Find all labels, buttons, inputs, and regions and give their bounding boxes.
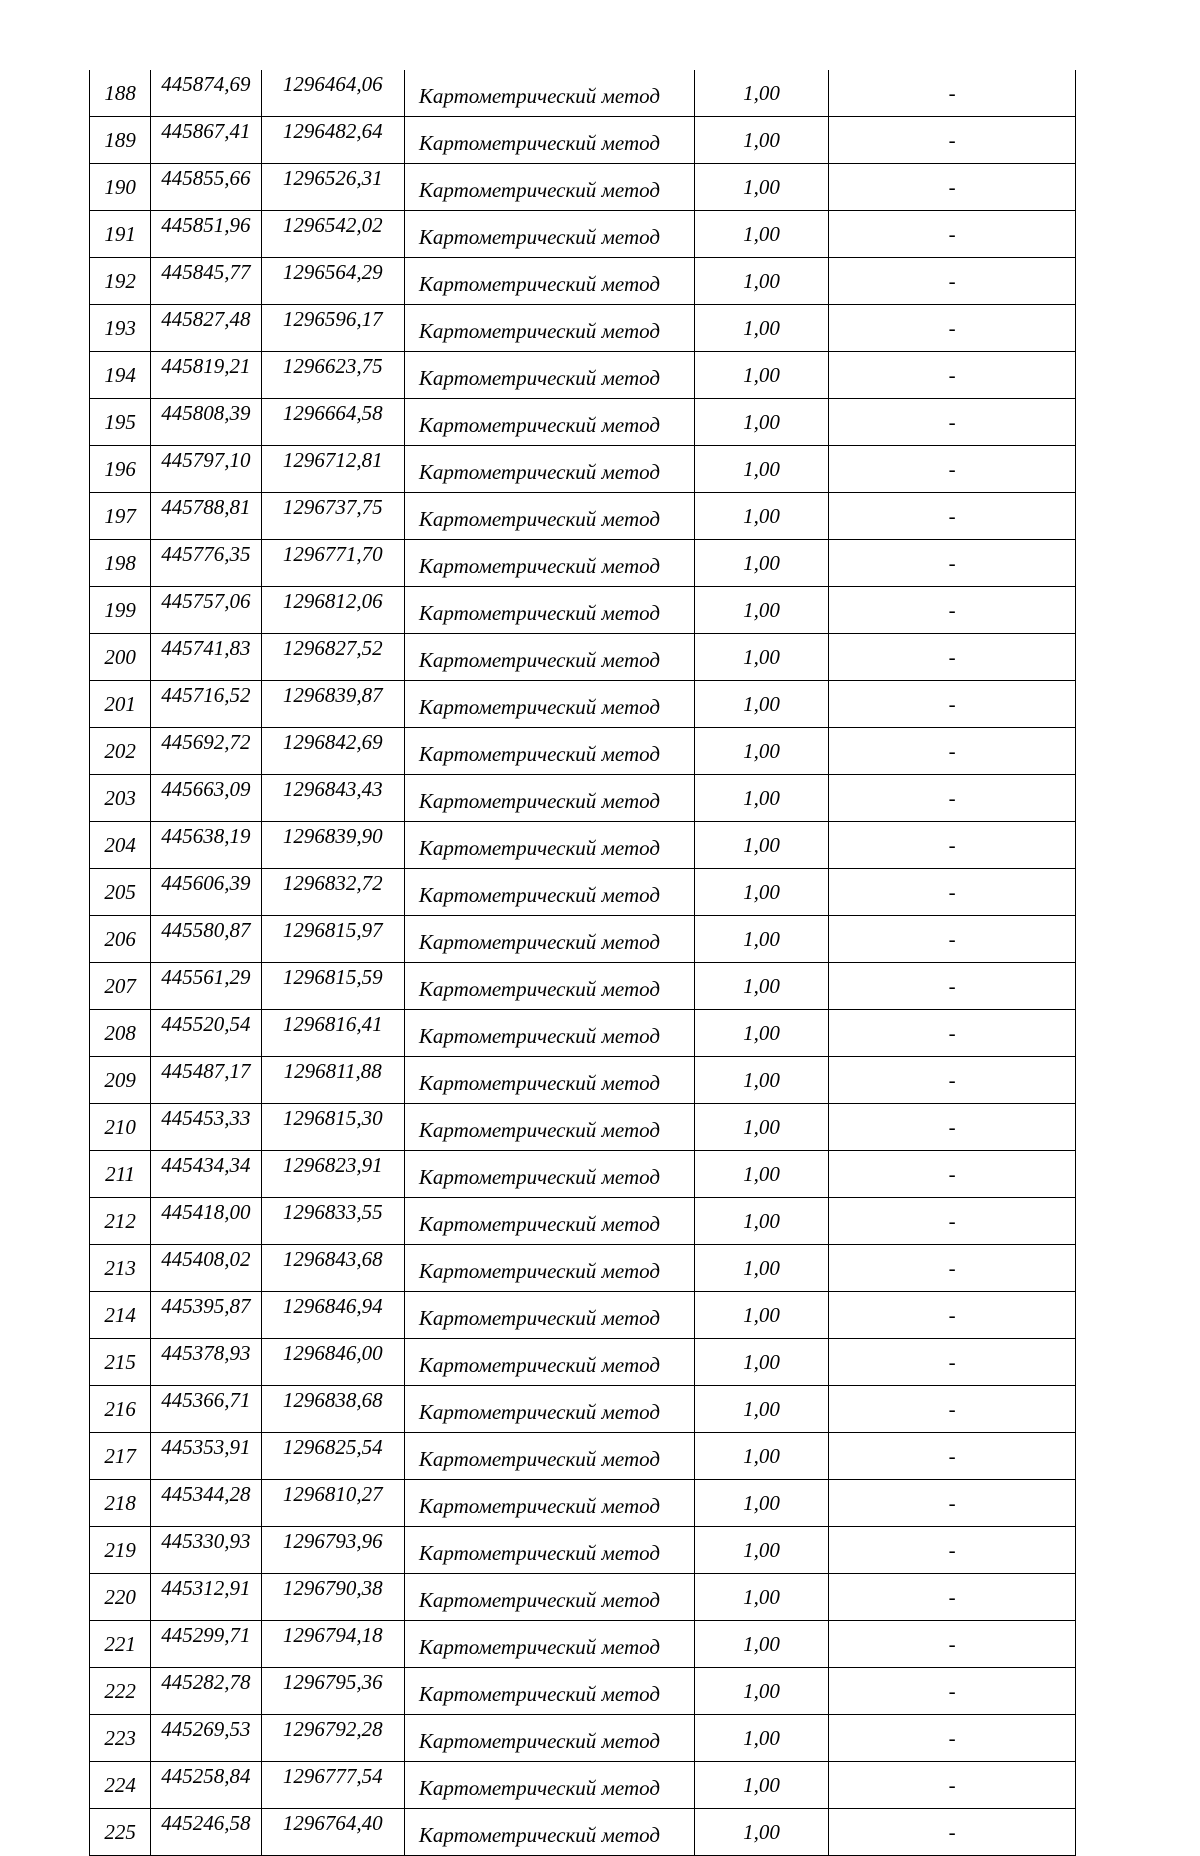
note-cell: - [829, 916, 1076, 963]
table-row [90, 634, 1076, 681]
coordinate-y-cell: 1296542,02 [261, 211, 404, 258]
coordinate-x-cell: 445638,19 [151, 822, 261, 869]
coordinate-y-cell: 1296842,69 [261, 728, 404, 775]
table-row [90, 775, 1076, 822]
coordinate-y-cell: 1296846,94 [261, 1292, 404, 1339]
table-row [90, 1574, 1076, 1621]
accuracy-cell: 1,00 [694, 1010, 828, 1057]
table-row [90, 164, 1076, 211]
note-cell: - [829, 70, 1076, 117]
table-row [90, 1433, 1076, 1480]
accuracy-cell: 1,00 [694, 1245, 828, 1292]
method-cell: Картометрический метод [404, 681, 694, 728]
note-cell: - [829, 822, 1076, 869]
point-number-cell: 221 [90, 1621, 151, 1668]
accuracy-cell: 1,00 [694, 352, 828, 399]
coordinate-y-cell: 1296664,58 [261, 399, 404, 446]
coordinate-x-cell: 445788,81 [151, 493, 261, 540]
point-number-cell: 197 [90, 493, 151, 540]
table-row [90, 305, 1076, 352]
table-row [90, 1104, 1076, 1151]
table-row [90, 728, 1076, 775]
coordinate-x-cell: 445312,91 [151, 1574, 261, 1621]
coordinate-x-cell: 445757,06 [151, 587, 261, 634]
accuracy-cell: 1,00 [694, 399, 828, 446]
note-cell: - [829, 1151, 1076, 1198]
point-number-cell: 224 [90, 1762, 151, 1809]
accuracy-cell: 1,00 [694, 1762, 828, 1809]
coordinates-table-body [90, 70, 1076, 1856]
table-row [90, 1010, 1076, 1057]
coordinate-x-cell: 445827,48 [151, 305, 261, 352]
coordinate-x-cell: 445845,77 [151, 258, 261, 305]
point-number-cell: 202 [90, 728, 151, 775]
note-cell: - [829, 1386, 1076, 1433]
point-number-cell: 217 [90, 1433, 151, 1480]
method-cell: Картометрический метод [404, 446, 694, 493]
method-cell: Картометрический метод [404, 775, 694, 822]
accuracy-cell: 1,00 [694, 681, 828, 728]
coordinate-x-cell: 445663,09 [151, 775, 261, 822]
note-cell: - [829, 1480, 1076, 1527]
method-cell: Картометрический метод [404, 1715, 694, 1762]
coordinate-x-cell: 445246,58 [151, 1809, 261, 1856]
table-row [90, 822, 1076, 869]
note-cell: - [829, 1527, 1076, 1574]
note-cell: - [829, 587, 1076, 634]
table-row [90, 1386, 1076, 1433]
coordinate-x-cell: 445606,39 [151, 869, 261, 916]
note-cell: - [829, 211, 1076, 258]
coordinate-y-cell: 1296816,41 [261, 1010, 404, 1057]
coordinate-y-cell: 1296827,52 [261, 634, 404, 681]
table-row [90, 1198, 1076, 1245]
note-cell: - [829, 1057, 1076, 1104]
table-row [90, 869, 1076, 916]
accuracy-cell: 1,00 [694, 1433, 828, 1480]
method-cell: Картометрический метод [404, 822, 694, 869]
coordinate-x-cell: 445418,00 [151, 1198, 261, 1245]
coordinate-x-cell: 445378,93 [151, 1339, 261, 1386]
note-cell: - [829, 775, 1076, 822]
point-number-cell: 193 [90, 305, 151, 352]
accuracy-cell: 1,00 [694, 1104, 828, 1151]
method-cell: Картометрический метод [404, 1057, 694, 1104]
point-number-cell: 196 [90, 446, 151, 493]
method-cell: Картометрический метод [404, 728, 694, 775]
accuracy-cell: 1,00 [694, 305, 828, 352]
coordinate-x-cell: 445819,21 [151, 352, 261, 399]
accuracy-cell: 1,00 [694, 775, 828, 822]
point-number-cell: 214 [90, 1292, 151, 1339]
table-row [90, 1339, 1076, 1386]
method-cell: Картометрический метод [404, 1010, 694, 1057]
table-row [90, 1292, 1076, 1339]
note-cell: - [829, 1574, 1076, 1621]
point-number-cell: 213 [90, 1245, 151, 1292]
point-number-cell: 222 [90, 1668, 151, 1715]
note-cell: - [829, 1621, 1076, 1668]
note-cell: - [829, 1668, 1076, 1715]
accuracy-cell: 1,00 [694, 869, 828, 916]
coordinate-x-cell: 445741,83 [151, 634, 261, 681]
accuracy-cell: 1,00 [694, 70, 828, 117]
coordinate-x-cell: 445716,52 [151, 681, 261, 728]
coordinate-y-cell: 1296839,87 [261, 681, 404, 728]
accuracy-cell: 1,00 [694, 916, 828, 963]
note-cell: - [829, 1339, 1076, 1386]
accuracy-cell: 1,00 [694, 446, 828, 493]
coordinate-x-cell: 445282,78 [151, 1668, 261, 1715]
note-cell: - [829, 540, 1076, 587]
accuracy-cell: 1,00 [694, 963, 828, 1010]
table-row [90, 70, 1076, 117]
coordinate-y-cell: 1296832,72 [261, 869, 404, 916]
coordinate-x-cell: 445867,41 [151, 117, 261, 164]
coordinate-x-cell: 445434,34 [151, 1151, 261, 1198]
table-row [90, 1527, 1076, 1574]
method-cell: Картометрический метод [404, 1480, 694, 1527]
coordinate-x-cell: 445269,53 [151, 1715, 261, 1762]
coordinate-x-cell: 445366,71 [151, 1386, 261, 1433]
point-number-cell: 199 [90, 587, 151, 634]
accuracy-cell: 1,00 [694, 493, 828, 540]
note-cell: - [829, 117, 1076, 164]
point-number-cell: 216 [90, 1386, 151, 1433]
note-cell: - [829, 352, 1076, 399]
method-cell: Картометрический метод [404, 1386, 694, 1433]
coordinate-y-cell: 1296737,75 [261, 493, 404, 540]
accuracy-cell: 1,00 [694, 1386, 828, 1433]
coordinate-x-cell: 445776,35 [151, 540, 261, 587]
note-cell: - [829, 869, 1076, 916]
accuracy-cell: 1,00 [694, 258, 828, 305]
coordinate-x-cell: 445692,72 [151, 728, 261, 775]
method-cell: Картометрический метод [404, 1151, 694, 1198]
method-cell: Картометрический метод [404, 1574, 694, 1621]
coordinate-y-cell: 1296771,70 [261, 540, 404, 587]
table-row [90, 1762, 1076, 1809]
method-cell: Картометрический метод [404, 1762, 694, 1809]
coordinate-x-cell: 445561,29 [151, 963, 261, 1010]
point-number-cell: 207 [90, 963, 151, 1010]
table-row [90, 399, 1076, 446]
point-number-cell: 192 [90, 258, 151, 305]
method-cell: Картометрический метод [404, 540, 694, 587]
note-cell: - [829, 1809, 1076, 1856]
method-cell: Картометрический метод [404, 1198, 694, 1245]
coordinate-x-cell: 445353,91 [151, 1433, 261, 1480]
accuracy-cell: 1,00 [694, 1198, 828, 1245]
note-cell: - [829, 258, 1076, 305]
point-number-cell: 209 [90, 1057, 151, 1104]
accuracy-cell: 1,00 [694, 1292, 828, 1339]
table-row [90, 352, 1076, 399]
method-cell: Картометрический метод [404, 963, 694, 1010]
point-number-cell: 195 [90, 399, 151, 446]
note-cell: - [829, 1715, 1076, 1762]
note-cell: - [829, 399, 1076, 446]
method-cell: Картометрический метод [404, 634, 694, 681]
coordinate-y-cell: 1296526,31 [261, 164, 404, 211]
point-number-cell: 204 [90, 822, 151, 869]
coordinate-y-cell: 1296794,18 [261, 1621, 404, 1668]
table-row [90, 1151, 1076, 1198]
coordinate-y-cell: 1296712,81 [261, 446, 404, 493]
table-row [90, 916, 1076, 963]
note-cell: - [829, 1292, 1076, 1339]
point-number-cell: 198 [90, 540, 151, 587]
coordinates-table [89, 70, 1076, 1856]
point-number-cell: 211 [90, 1151, 151, 1198]
coordinate-x-cell: 445453,33 [151, 1104, 261, 1151]
method-cell: Картометрический метод [404, 1339, 694, 1386]
table-row [90, 963, 1076, 1010]
table-row [90, 446, 1076, 493]
coordinate-y-cell: 1296793,96 [261, 1527, 404, 1574]
accuracy-cell: 1,00 [694, 1527, 828, 1574]
note-cell: - [829, 164, 1076, 211]
coordinate-y-cell: 1296815,30 [261, 1104, 404, 1151]
note-cell: - [829, 634, 1076, 681]
method-cell: Картометрический метод [404, 1527, 694, 1574]
coordinate-x-cell: 445520,54 [151, 1010, 261, 1057]
method-cell: Картометрический метод [404, 1245, 694, 1292]
table-row [90, 493, 1076, 540]
note-cell: - [829, 1198, 1076, 1245]
coordinate-y-cell: 1296596,17 [261, 305, 404, 352]
coordinate-y-cell: 1296790,38 [261, 1574, 404, 1621]
accuracy-cell: 1,00 [694, 634, 828, 681]
point-number-cell: 201 [90, 681, 151, 728]
table-row [90, 681, 1076, 728]
method-cell: Картометрический метод [404, 1292, 694, 1339]
coordinate-x-cell: 445874,69 [151, 70, 261, 117]
accuracy-cell: 1,00 [694, 1151, 828, 1198]
note-cell: - [829, 681, 1076, 728]
table-row [90, 1245, 1076, 1292]
point-number-cell: 212 [90, 1198, 151, 1245]
note-cell: - [829, 963, 1076, 1010]
point-number-cell: 205 [90, 869, 151, 916]
coordinate-y-cell: 1296838,68 [261, 1386, 404, 1433]
accuracy-cell: 1,00 [694, 164, 828, 211]
accuracy-cell: 1,00 [694, 1480, 828, 1527]
note-cell: - [829, 728, 1076, 775]
table-row [90, 117, 1076, 164]
note-cell: - [829, 1762, 1076, 1809]
coordinate-y-cell: 1296811,88 [261, 1057, 404, 1104]
method-cell: Картометрический метод [404, 1433, 694, 1480]
point-number-cell: 225 [90, 1809, 151, 1856]
method-cell: Картометрический метод [404, 399, 694, 446]
coordinate-x-cell: 445808,39 [151, 399, 261, 446]
coordinate-x-cell: 445344,28 [151, 1480, 261, 1527]
coordinate-x-cell: 445258,84 [151, 1762, 261, 1809]
accuracy-cell: 1,00 [694, 211, 828, 258]
method-cell: Картометрический метод [404, 305, 694, 352]
table-row [90, 1057, 1076, 1104]
coordinate-x-cell: 445855,66 [151, 164, 261, 211]
point-number-cell: 203 [90, 775, 151, 822]
coordinate-y-cell: 1296482,64 [261, 117, 404, 164]
note-cell: - [829, 446, 1076, 493]
coordinate-y-cell: 1296843,43 [261, 775, 404, 822]
method-cell: Картометрический метод [404, 352, 694, 399]
accuracy-cell: 1,00 [694, 1339, 828, 1386]
method-cell: Картометрический метод [404, 211, 694, 258]
table-row [90, 258, 1076, 305]
coordinate-y-cell: 1296843,68 [261, 1245, 404, 1292]
accuracy-cell: 1,00 [694, 822, 828, 869]
point-number-cell: 215 [90, 1339, 151, 1386]
coordinate-y-cell: 1296825,54 [261, 1433, 404, 1480]
note-cell: - [829, 1433, 1076, 1480]
coordinate-x-cell: 445408,02 [151, 1245, 261, 1292]
table-row [90, 540, 1076, 587]
accuracy-cell: 1,00 [694, 728, 828, 775]
point-number-cell: 188 [90, 70, 151, 117]
point-number-cell: 189 [90, 117, 151, 164]
note-cell: - [829, 305, 1076, 352]
method-cell: Картометрический метод [404, 587, 694, 634]
method-cell: Картометрический метод [404, 1104, 694, 1151]
table-row [90, 1715, 1076, 1762]
method-cell: Картометрический метод [404, 258, 694, 305]
coordinate-y-cell: 1296792,28 [261, 1715, 404, 1762]
table-row [90, 211, 1076, 258]
point-number-cell: 219 [90, 1527, 151, 1574]
point-number-cell: 220 [90, 1574, 151, 1621]
table-row [90, 1668, 1076, 1715]
note-cell: - [829, 1104, 1076, 1151]
coordinate-y-cell: 1296815,59 [261, 963, 404, 1010]
method-cell: Картометрический метод [404, 70, 694, 117]
coordinate-y-cell: 1296833,55 [261, 1198, 404, 1245]
coordinate-y-cell: 1296564,29 [261, 258, 404, 305]
accuracy-cell: 1,00 [694, 1715, 828, 1762]
accuracy-cell: 1,00 [694, 540, 828, 587]
method-cell: Картометрический метод [404, 1621, 694, 1668]
point-number-cell: 206 [90, 916, 151, 963]
coordinate-y-cell: 1296823,91 [261, 1151, 404, 1198]
method-cell: Картометрический метод [404, 164, 694, 211]
coordinate-x-cell: 445487,17 [151, 1057, 261, 1104]
accuracy-cell: 1,00 [694, 1574, 828, 1621]
coordinate-y-cell: 1296795,36 [261, 1668, 404, 1715]
accuracy-cell: 1,00 [694, 1809, 828, 1856]
coordinate-x-cell: 445797,10 [151, 446, 261, 493]
point-number-cell: 218 [90, 1480, 151, 1527]
accuracy-cell: 1,00 [694, 587, 828, 634]
method-cell: Картометрический метод [404, 1668, 694, 1715]
point-number-cell: 190 [90, 164, 151, 211]
point-number-cell: 200 [90, 634, 151, 681]
coordinate-x-cell: 445580,87 [151, 916, 261, 963]
coordinate-x-cell: 445299,71 [151, 1621, 261, 1668]
accuracy-cell: 1,00 [694, 1057, 828, 1104]
table-row [90, 587, 1076, 634]
coordinate-y-cell: 1296839,90 [261, 822, 404, 869]
coordinate-y-cell: 1296464,06 [261, 70, 404, 117]
method-cell: Картометрический метод [404, 1809, 694, 1856]
point-number-cell: 208 [90, 1010, 151, 1057]
coordinate-y-cell: 1296815,97 [261, 916, 404, 963]
method-cell: Картометрический метод [404, 869, 694, 916]
coordinate-x-cell: 445395,87 [151, 1292, 261, 1339]
accuracy-cell: 1,00 [694, 117, 828, 164]
coordinate-y-cell: 1296777,54 [261, 1762, 404, 1809]
table-row [90, 1621, 1076, 1668]
coordinate-y-cell: 1296764,40 [261, 1809, 404, 1856]
method-cell: Картометрический метод [404, 493, 694, 540]
note-cell: - [829, 1245, 1076, 1292]
method-cell: Картометрический метод [404, 916, 694, 963]
coordinate-x-cell: 445330,93 [151, 1527, 261, 1574]
table-row [90, 1809, 1076, 1856]
point-number-cell: 191 [90, 211, 151, 258]
accuracy-cell: 1,00 [694, 1668, 828, 1715]
note-cell: - [829, 1010, 1076, 1057]
point-number-cell: 223 [90, 1715, 151, 1762]
point-number-cell: 210 [90, 1104, 151, 1151]
coordinate-x-cell: 445851,96 [151, 211, 261, 258]
coordinate-y-cell: 1296846,00 [261, 1339, 404, 1386]
coordinate-y-cell: 1296810,27 [261, 1480, 404, 1527]
coordinate-y-cell: 1296623,75 [261, 352, 404, 399]
note-cell: - [829, 493, 1076, 540]
method-cell: Картометрический метод [404, 117, 694, 164]
table-row [90, 1480, 1076, 1527]
point-number-cell: 194 [90, 352, 151, 399]
coordinate-y-cell: 1296812,06 [261, 587, 404, 634]
accuracy-cell: 1,00 [694, 1621, 828, 1668]
